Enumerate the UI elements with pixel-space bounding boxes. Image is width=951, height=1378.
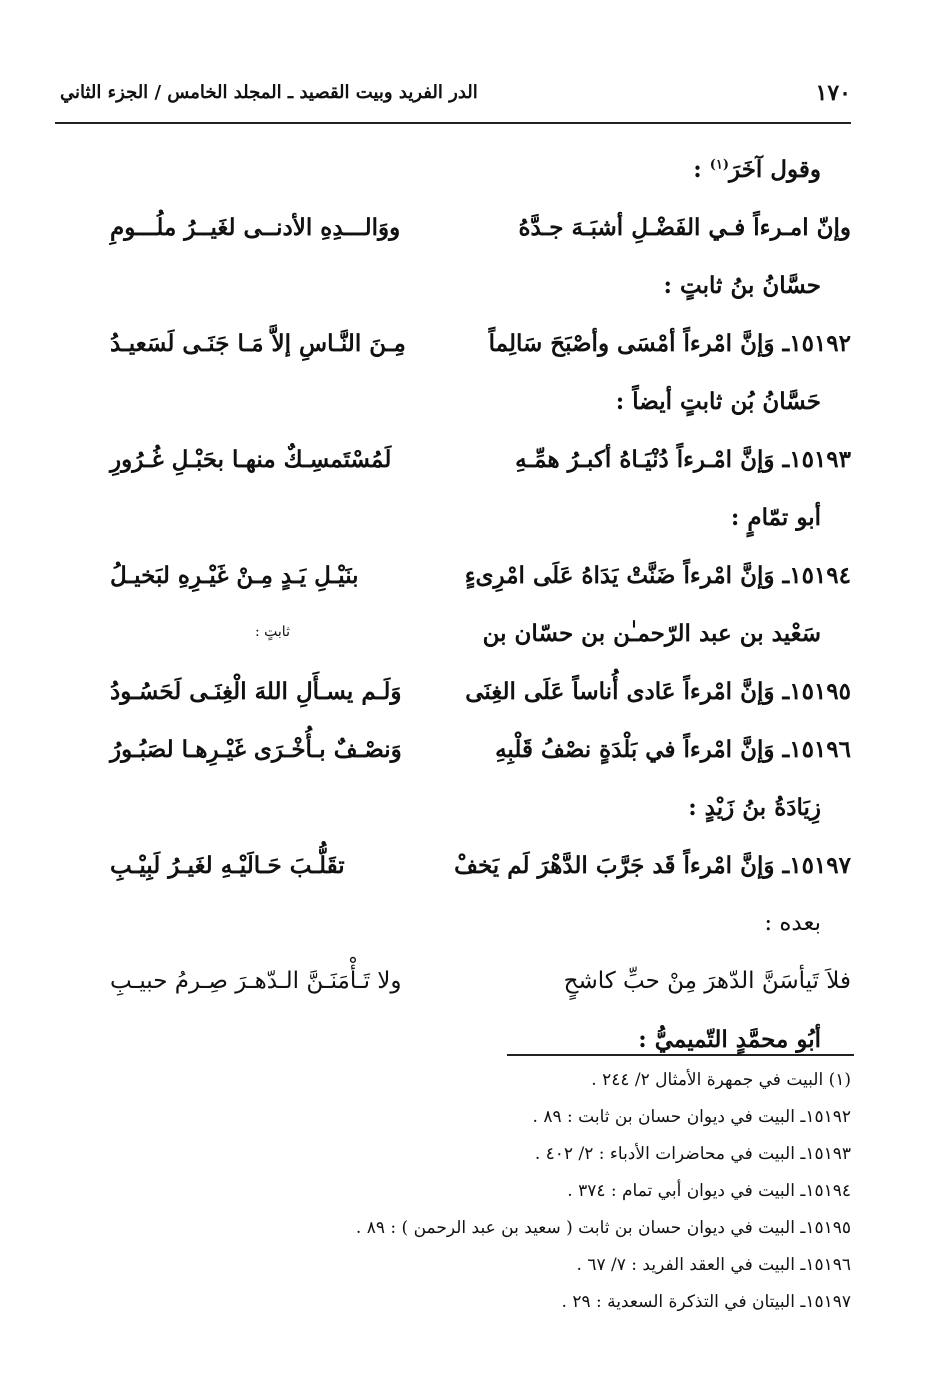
verse-second-hemistich: تقَلُّـبَ حَـالَيْـهِ لغَيـرُ لَبِيْـبِ: [110, 852, 345, 879]
verse-line: [95, 208, 851, 266]
hemistich-text: وَإنَّ امْـرءاً دُنْيَـاهُ أكبـرُ همِّـهِ: [515, 446, 775, 473]
poet-attribution: [95, 904, 851, 962]
attribution-label: [664, 272, 821, 299]
verse-number: ١٥١٩٦ـ: [774, 736, 851, 763]
verse-line: [95, 846, 851, 904]
running-title: الدر الفريد وبيت القصيد ـ المجلد الخامس / الجزء الثاني: [60, 82, 478, 103]
footnote-entry: ١٥١٩٦ـ البيت في العقد الفريد : ٧/ ٦٧ .: [576, 1255, 851, 1275]
header-rule: [55, 122, 851, 124]
verse-number: ١٥١٩٢ـ: [774, 330, 851, 357]
poet-attribution: [95, 266, 851, 324]
verse-first-hemistich: [454, 852, 851, 879]
attribution-label: [688, 794, 821, 821]
page-header: [60, 80, 851, 116]
verse-number: ١٥١٩٥ـ: [774, 678, 851, 705]
poetry-body: [95, 150, 851, 1078]
verse-second-hemistich: وَنصْـفٌ بـأُخْـرَى غَيْـرِهـا لصَبُـورُ: [110, 736, 402, 763]
attribution-label: [693, 156, 821, 183]
footnote-entry: ١٥١٩٣ـ البيت في محاضرات الأدباء : ٢/ ٤٠٢ .: [534, 1144, 851, 1164]
attribution-text: أبو تمّامٍ :: [730, 504, 821, 531]
poet-attribution: [95, 498, 851, 556]
verse-number: ١٥١٩٣ـ: [774, 446, 851, 473]
hemistich-text: وَإنَّ امْرءاً عَادى أُناساً عَلَى الغِنَى: [465, 678, 775, 705]
poet-attribution: [95, 382, 851, 440]
verse-first-hemistich: [488, 330, 851, 357]
verse-line: [95, 730, 851, 788]
verse-first-hemistich: [464, 562, 851, 589]
attribution-text: سَعْيد بن عبد الرّحمـٰن بن حسّان بن: [482, 620, 821, 647]
attribution-continuation: ثابتٍ :: [255, 624, 290, 640]
poet-attribution: [95, 150, 851, 208]
poet-attribution: [95, 614, 851, 672]
attribution-label: [616, 388, 821, 415]
footnotes: [131, 1070, 851, 1329]
verse-line: [95, 440, 851, 498]
hemistich-text: وَإنَّ امْرءاً ضَنَّتْ يَدَاهُ عَلَى امْرِىءٍ: [464, 562, 775, 589]
verse-first-hemistich: [465, 678, 851, 705]
verse-line: [95, 962, 851, 1020]
verse-first-hemistich: [491, 736, 851, 763]
attribution-text: أبُو محمَّدٍ التّميميُّ :: [638, 1026, 821, 1053]
footnote-entry: ١٥١٩٥ـ البيت في ديوان حسان بن ثابت ( سعيد بن عبد الرحمن ) : ٨٩ .: [355, 1218, 851, 1238]
verse-line: [95, 556, 851, 614]
footnote-reference: (١): [709, 157, 729, 173]
verse-second-hemistich: ووَالـــدِهِ الأدنــى لغَيــرُ ملُـــومِ: [110, 214, 401, 241]
poet-attribution: [95, 788, 851, 846]
verse-second-hemistich: مِـنَ النَّـاسِ إلاَّ مَـا جَنَـى لَسَعيـدُ: [110, 330, 406, 357]
hemistich-text: وَإنَّ امْرءاً أمْسَى وأصْبَحَ سَالِماً: [488, 330, 775, 357]
attribution-label: [731, 504, 821, 531]
verse-line: [95, 324, 851, 382]
footnote-entry: ١٥١٩٢ـ البيت في ديوان حسان بن ثابت : ٨٩ .: [532, 1107, 851, 1127]
footnote-entry: ١٥١٩٧ـ البيتان في التذكرة السعدية : ٢٩ .: [561, 1292, 851, 1312]
verse-number: ١٥١٩٧ـ: [774, 852, 851, 879]
verse-first-hemistich: [491, 968, 851, 994]
attribution-text: زِيَادَةُ بنُ زَيْدٍ :: [688, 794, 821, 821]
verse-line: [95, 672, 851, 730]
attribution-label: [483, 620, 821, 647]
verse-first-hemistich: [491, 446, 851, 473]
attribution-label: [638, 1026, 821, 1053]
hemistich-text: وَإنَّ امْرءاً قَد جَرَّبَ الدَّهْرَ لَم يَخفْ: [454, 852, 775, 879]
attribution-colon: :: [693, 156, 710, 183]
verse-first-hemistich: [491, 214, 851, 241]
verse-second-hemistich: بنَيْـلِ يَـدٍ مِـنْ غَيْـرِهِ لبَخيـلُ: [110, 562, 359, 589]
hemistich-text: فلاَ تَيأسَنَّ الدّهرَ مِنْ حبِّ كاشحٍ: [563, 968, 851, 994]
hemistich-text: وإنّ امـرءاً فـي الفَضْـلِ أشبَـهَ جـدَّهُ: [518, 214, 851, 241]
attribution-text: حَسَّانُ بُن ثابتٍ أيضاً :: [615, 388, 821, 415]
footnote-rule: [507, 1054, 854, 1056]
verse-second-hemistich: ولا تَـأْمَنَـنَّ الـدّهـرَ صِـرمُ حبيـبِ: [110, 968, 402, 994]
attribution-text: حسَّانُ بنُ ثابتٍ :: [663, 272, 821, 299]
attribution-text: وقول آخَرَ: [729, 156, 821, 183]
footnote-entry: ١٥١٩٤ـ البيت في ديوان أبي تمام : ٣٧٤ .: [567, 1181, 851, 1201]
footnote-entry: (١) البيت في جمهرة الأمثال ٢/ ٢٤٤ .: [591, 1070, 851, 1090]
verse-second-hemistich: لَمُسْتَمسِـكٌ منهـا بحَبْـلِ غُـرُورِ: [110, 446, 392, 473]
verse-number: ١٥١٩٤ـ: [774, 562, 851, 589]
attribution-label: [764, 910, 821, 936]
verse-second-hemistich: وَلَـم يسـأَلِ اللهَ الْغِنَـى لَحَسُـودُ: [110, 678, 402, 705]
page-number: ١٧٠: [815, 80, 851, 106]
attribution-text: بعده :: [764, 910, 821, 936]
hemistich-text: وَإنَّ امْرءاً في بَلْدَةٍ نصْفُ قَلْبِهِ: [495, 736, 775, 763]
